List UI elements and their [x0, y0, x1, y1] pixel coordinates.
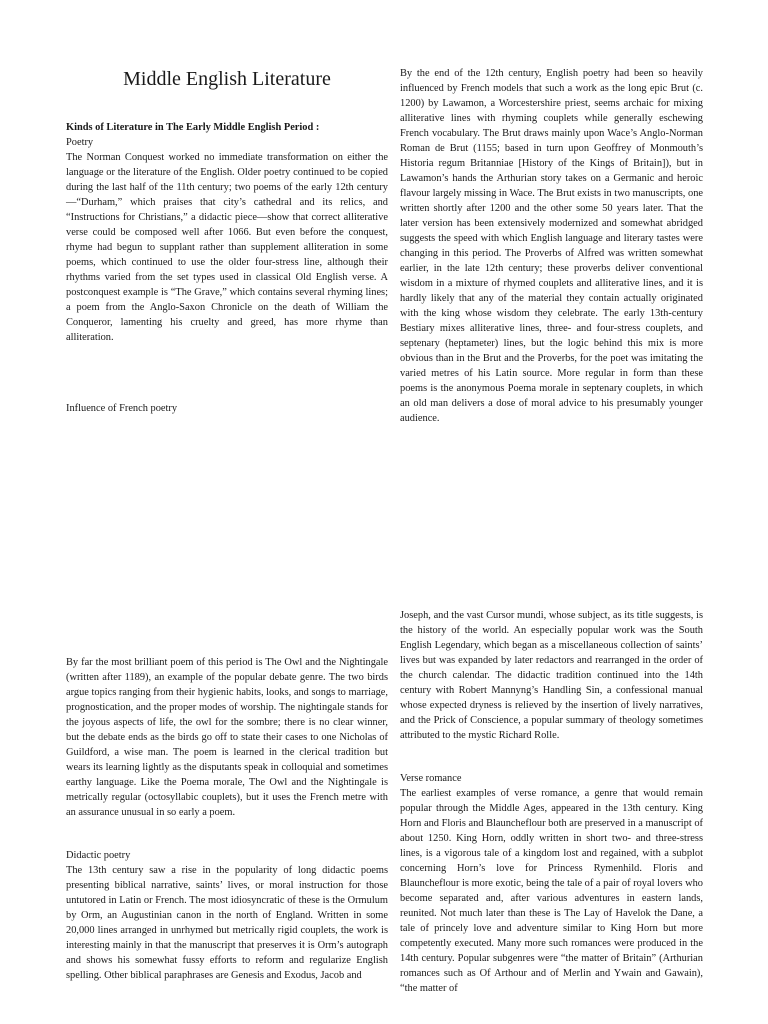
brut-paragraph: By the end of the 12th century, English poetry had been so heavily influenced by French models that such a work as the long epic Brut (c. 1200) by Lawamon, a Worcestershire priest, seems archaic for mixing alliterative lines with rhyming couplets while generally eschewing French vocabulary. The Brut draws mainly upon Wace’s Anglo-Norman Roman de Brut (1155; based in turn upon Geoffrey of Monmouth’s Historia regum Britanniae [History of the Kings of Britain]), but in Lawamon’s hands the Arthurian story takes on a Germanic and heroic flavour largely missing in Wace. The Brut exists in two manuscripts, one written shortly after 1200 and the other some 50 years later. That the later version has been extensively modernized and somewhat abridged suggests the speed with which English language and literary tastes were changing in this period. The Proverbs of Alfred was written somewhat earlier, in the late 12th century; these proverbs deliver conventional wisdom in a mixture of rhymed couplets and alliterative lines, and it is hardly likely that any of the material they contain actually originated with the king whose wisdom they celebrate. The early 13th-century Bestiary mixes alliterative lines, three- and four-stress couplets, and septenary (heptameter) lines, but the logic behind this mix is more obvious than in the Brut and the Proverbs, for the poet was imitating the varied metres of his Latin source. More regular in form than these poems is the anonymous Poema morale in septenary couplets, in which an old man delivers a dose of moral advice to his presumably younger audience.	[400, 68, 703, 424]
spacer	[66, 345, 388, 401]
cursor-mundi-paragraph: Joseph, and the vast Cursor mundi, whose subject, as its title suggests, is the history of the world. An especially popular work was the South English Legendary, which began as a miscellaneous collection of saints’ lives but was expanded by later redactors and rearranged in the order of the church calendar. The didactic tradition continued into the 14th century with Robert Mannyng’s Handling Sin, a confessional manual whose expected dryness is relieved by the insertion of lively narratives, and the Prick of Conscience, a popular summary of theology sometimes attributed to the mystic Richard Rolle.	[400, 610, 703, 741]
right-column-top	[400, 66, 703, 426]
poetry-heading: Poetry	[66, 137, 94, 148]
kinds-heading: Kinds of Literature in The Early Middle English Period :	[66, 122, 320, 133]
spacer	[66, 820, 388, 848]
page-title: Middle English Literature	[123, 68, 331, 90]
verse-romance-heading: Verse romance	[400, 773, 462, 784]
right-column-bottom	[400, 608, 703, 996]
verse-romance-paragraph: The earliest examples of verse romance, a genre that would remain popular through the Middle Ages, appeared in the 13th century. King Horn and Floris and Blauncheflour both are preserved in a manuscript of about 1250. King Horn, oddly written in short two- and three-stress lines, is a vigorous tale of a kingdom lost and regained, with a subplot concerning Horn’s love for Princess Rymenhild. Floris and Blauncheflour is more exotic, being the tale of a pair of royal lovers who become separated and, after various adventures in eastern lands, reunited. Not much later than these is The Lay of Havelok the Dane, a tale of princely love and adventure similar to King Horn but more competently executed. Many more such romances were produced in the 14th century. Popular subgenres were “the matter of Britain” (Arthurian romances such as Of Arthour and of Merlin and Ywain and Gawain), “the matter of	[400, 788, 703, 994]
poetry-paragraph: The Norman Conquest worked no immediate transformation on either the language or the literature of the English. Older poetry continued to be copied during the last half of the 11th century; two poems of the early 12th century—“Durham,” which praises that city’s cathedral and its relics, and “Instructions for Christians,” a didactic piece—show that correct alliterative verse could be composed well after 1066. But even before the conquest, rhyme had begun to supplant rather than supplement alliteration in some poems, which continued to use the older four-stress line, although their rhythms varied from the set types used in classical Old English verse. A postconquest example is “The Grave,” which contains several rhyming lines; a poem from the Anglo-Saxon Chronicle on the death of William the Conqueror, lamenting his cruelty and greed, has more rhyme than alliteration.	[66, 152, 388, 343]
owl-nightingale-paragraph: By far the most brilliant poem of this period is The Owl and the Nightingale (written after 1189), an example of the popular debate genre. The two birds argue topics ranging from their hygienic habits, looks, and songs to marriage, prognostication, and the proper modes of worship. The nightingale stands for the joyous aspects of life, the owl for the sombre; there is no clear winner, but the debate ends as the birds go off to state their cases to one Nicholas of Guildford, a wise man. The poem is learned in the clerical tradition but wears its learning lightly as the disputants speak in colloquial and sometimes earthy language. Like the Poema morale, The Owl and the Nightingale is metrically regular (octosyllabic couplets), but it uses the French metre with an assurance unusual in so early a poem.	[66, 657, 388, 818]
french-influence-heading: Influence of French poetry	[66, 403, 178, 414]
left-column-bottom	[66, 655, 388, 983]
didactic-poetry-heading: Didactic poetry	[66, 850, 131, 861]
didactic-paragraph: The 13th century saw a rise in the popularity of long didactic poems presenting biblical narrative, saints’ lives, or moral instruction for those untutored in Latin or French. The most idiosyncratic of these is the Ormulum by Orm, an Augustinian canon in the north of England. Written in some 20,000 lines arranged in unrhymed but metrically rigid couplets, the work is interesting mainly in that the manuscript that preserves it is Orm’s autograph and shows his somewhat fussy efforts to reform and regularize English spelling. Other biblical paraphrases are Genesis and Exodus, Jacob and	[66, 865, 388, 981]
spacer	[400, 743, 703, 771]
left-column-top	[66, 66, 388, 416]
